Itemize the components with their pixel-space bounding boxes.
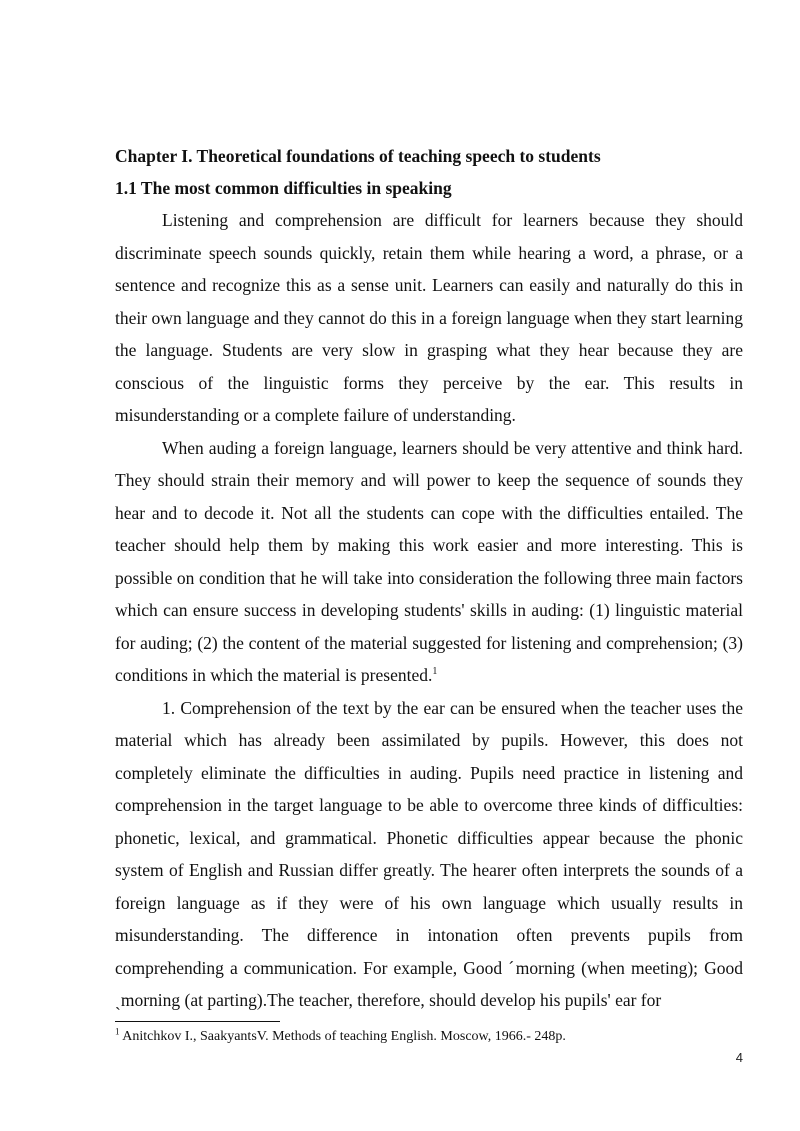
paragraph-3: 1. Comprehension of the text by the ear can be ensured when the teacher uses the material which has already been assimilated by pupils. However, this does not completely eliminate the difficulties in auding. Pupils need practice in listening and comprehension in the target language to be able to overcome three kinds of difficulties: phonetic, lexical, and grammatical. Phonetic difficulties appear because the phonic system of English and Russian differ greatly. The hearer often interprets the sounds of a foreign language as if they were of his own language which usually results in misunderstanding. The difference in intonation often prevents pupils from comprehending a communication. For example, Good ˊmorning (when meeting); Good ˏmorning (at parting).The teacher, therefore, should develop his pupils' ear for — [115, 697, 743, 1010]
footnote-divider — [115, 1021, 280, 1022]
footnote-marker: 1 — [115, 1026, 120, 1037]
footnote — [115, 1027, 743, 1047]
page-number: 4 — [735, 1050, 743, 1065]
paragraph-2-text: When auding a foreign language, learners should be very attentive and think hard. They should strain their memory and will power to keep the sequence of sounds they hear and to decode it. Not all the students can cope with the difficulties entailed. The teacher should help them by making this work easier and more interesting. This is possible on condition that he will take into consideration the following three main factors which can ensure success in developing students' skills in auding: (1) linguistic material for auding; (2) the content of the material suggested for listening and comprehension; (3) conditions in which the material is presented. — [115, 437, 743, 685]
chapter-title: Chapter I. Theoretical foundations of teaching speech to students — [115, 146, 601, 166]
section-title: 1.1 The most common difficulties in speaking — [115, 178, 452, 198]
footnote-reference[interactable]: 1 — [432, 666, 438, 678]
page-body — [115, 140, 743, 1017]
paragraph-1: Listening and comprehension are difficult for learners because they should discriminate speech sounds quickly, retain them while hearing a word, a phrase, or a sentence and recognize this as a sense unit. Learners can easily and naturally do this in their own language and they cannot do this in a foreign language when they start learning the language. Students are very slow in grasping what they hear because they are conscious of the linguistic forms they perceive by the ear. This results in misunderstanding or a complete failure of understanding. — [115, 210, 743, 425]
footnote-text: Anitchkov I., SaakyantsV. Methods of teaching English. Moscow, 1966.- 248p. — [122, 1029, 566, 1044]
paragraph-2 — [115, 432, 743, 692]
